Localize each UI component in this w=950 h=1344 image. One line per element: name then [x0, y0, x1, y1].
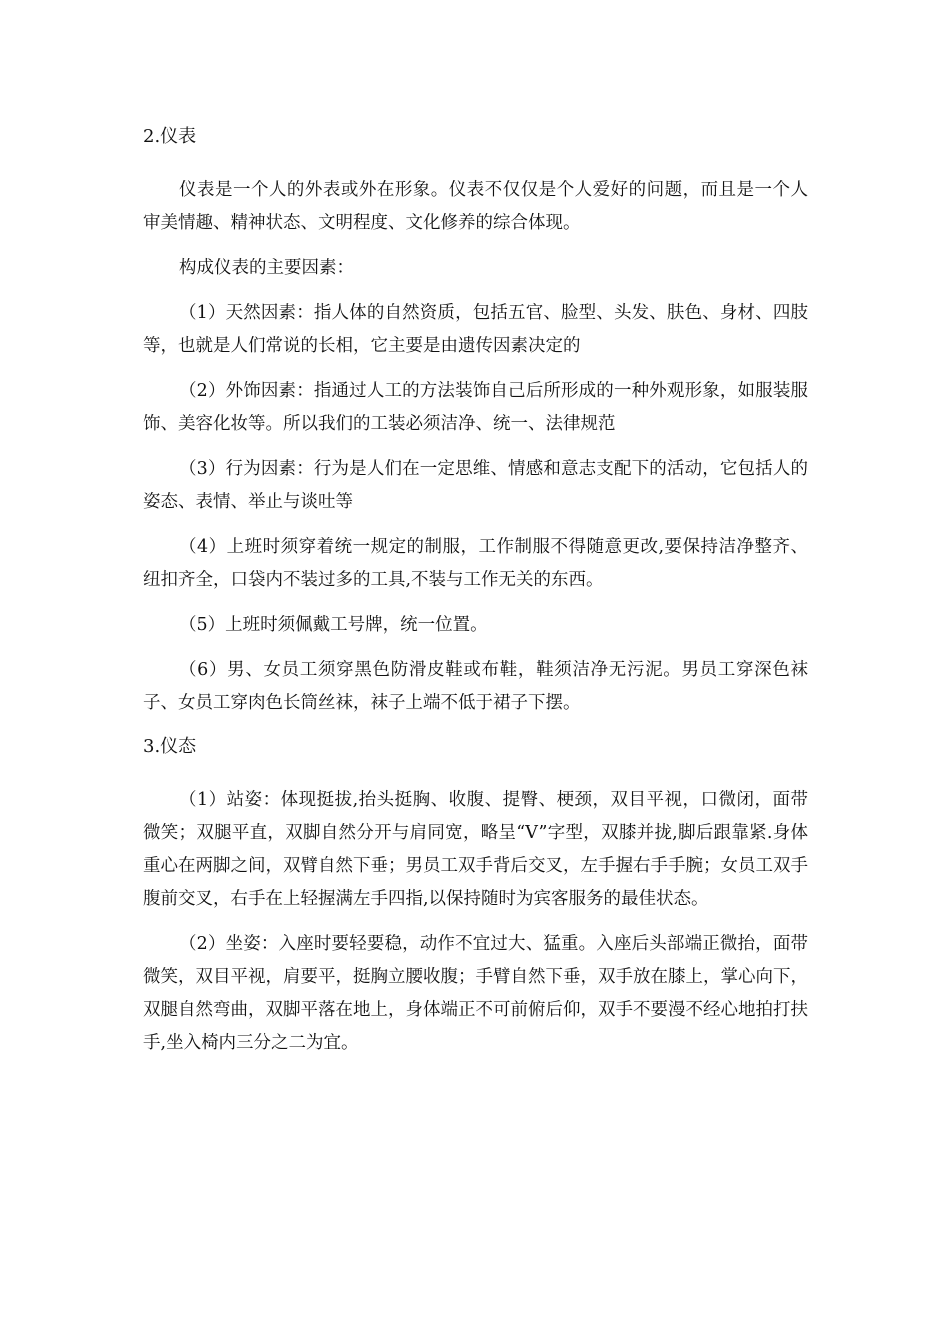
section-heading-posture: 3.仪态	[143, 736, 197, 757]
rule-item-badge: （5）上班时须佩戴工号牌，统一位置。	[179, 615, 488, 635]
posture-item-standing: （1）站姿：体现挺拔,抬头挺胸、收腹、提臀、梗颈，双目平视，口微闭，面带微笑；双腿平直，双脚自然分开与肩同宽，略呈“V”字型，双膝并拢,脚后跟靠紧.身体重心在两脚之间，双臂自然下垂；男员工双手背后交叉，左手握右手手腕；女员工双手腹前交叉，右手在上轻握满左手四指,以保持随时为宾客服务的最佳状态。	[143, 790, 808, 909]
posture-item-sitting: （2）坐姿：入座时要轻要稳，动作不宜过大、猛重。入座后头部端正微抬，面带微笑，双目平视，肩要平，挺胸立腰收腹；手臂自然下垂，双手放在膝上，掌心向下，双腿自然弯曲，双脚平落在地上，身体端正不可前俯后仰，双手不要漫不经心地拍打扶手,坐入椅内三分之二为宜。	[143, 934, 808, 1053]
factors-title-paragraph: 构成仪表的主要因素：	[179, 258, 354, 278]
factor-item-behavior: （3）行为因素：行为是人们在一定思维、情感和意志支配下的活动，它包括人的姿态、表情、举止与谈吐等	[143, 459, 808, 512]
appearance-intro-paragraph: 仪表是一个人的外表或外在形象。仪表不仅仅是个人爱好的问题，而且是一个人审美情趣、精神状态、文明程度、文化修养的综合体现。	[143, 180, 808, 233]
document-body	[143, 124, 808, 1072]
section-heading-appearance: 2.仪表	[143, 126, 197, 147]
factor-item-natural: （1）天然因素：指人体的自然资质，包括五官、脸型、头发、肤色、身材、四肢等，也就是人们常说的长相，它主要是由遗传因素决定的	[143, 303, 808, 356]
factor-item-decoration: （2）外饰因素：指通过人工的方法装饰自己后所形成的一种外观形象，如服装服饰、美容化妆等。所以我们的工装必须洁净、统一、法律规范	[143, 381, 808, 434]
rule-item-shoes: （6）男、女员工须穿黑色防滑皮鞋或布鞋，鞋须洁净无污泥。男员工穿深色袜子、女员工穿肉色长筒丝袜，袜子上端不低于裙子下摆。	[143, 660, 808, 713]
rule-item-uniform: （4）上班时须穿着统一规定的制服，工作制服不得随意更改,要保持洁净整齐、纽扣齐全，口袋内不装过多的工具,不装与工作无关的东西。	[143, 537, 808, 590]
